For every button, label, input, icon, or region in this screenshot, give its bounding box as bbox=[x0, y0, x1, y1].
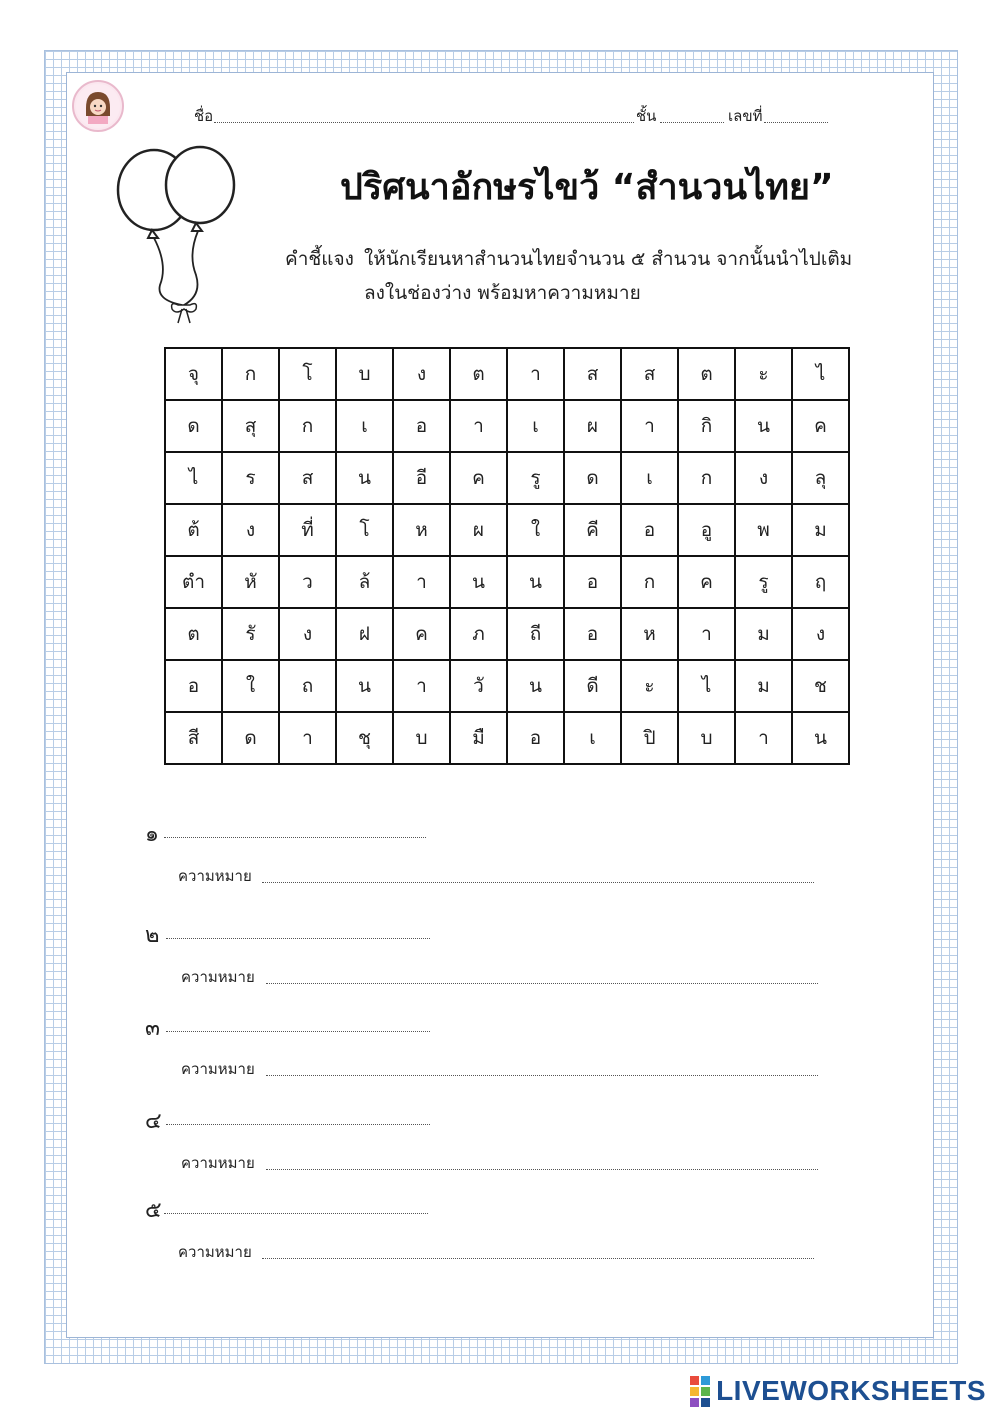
answer-number-3: ๓ bbox=[145, 1016, 161, 1041]
puzzle-cell[interactable]: ไ bbox=[792, 348, 849, 400]
puzzle-cell[interactable]: ปิ bbox=[621, 712, 678, 764]
puzzle-cell[interactable]: ฤ bbox=[792, 556, 849, 608]
puzzle-cell[interactable]: ด bbox=[165, 400, 222, 452]
puzzle-cell[interactable]: เ bbox=[621, 452, 678, 504]
puzzle-cell[interactable]: า bbox=[735, 712, 792, 764]
puzzle-cell[interactable]: อ bbox=[165, 660, 222, 712]
meaning-field-4[interactable] bbox=[266, 1168, 818, 1170]
puzzle-cell[interactable]: ค bbox=[792, 400, 849, 452]
puzzle-cell[interactable]: สี bbox=[165, 712, 222, 764]
puzzle-cell[interactable]: น bbox=[735, 400, 792, 452]
liveworksheets-wordmark: LIVEWORKSHEETS bbox=[716, 1375, 986, 1406]
puzzle-cell[interactable]: ชุ bbox=[336, 712, 393, 764]
student-number-field[interactable] bbox=[764, 121, 828, 123]
puzzle-cell[interactable]: ลุ bbox=[792, 452, 849, 504]
answer-field-1[interactable] bbox=[164, 836, 426, 838]
puzzle-cell[interactable]: น bbox=[336, 452, 393, 504]
puzzle-cell[interactable]: า bbox=[450, 400, 507, 452]
puzzle-cell[interactable]: ใ bbox=[222, 660, 279, 712]
meaning-field-1[interactable] bbox=[262, 881, 814, 883]
puzzle-cell[interactable]: า bbox=[678, 608, 735, 660]
puzzle-cell[interactable]: ดี bbox=[564, 660, 621, 712]
number-label: เลขที่ bbox=[728, 107, 763, 125]
puzzle-cell[interactable]: ใ bbox=[507, 504, 564, 556]
puzzle-cell[interactable]: ช bbox=[792, 660, 849, 712]
puzzle-cell[interactable]: ม bbox=[792, 504, 849, 556]
puzzle-cell[interactable]: รู bbox=[507, 452, 564, 504]
puzzle-cell[interactable]: ง bbox=[279, 608, 336, 660]
meaning-field-5[interactable] bbox=[262, 1257, 814, 1259]
answer-number-1: ๑ bbox=[145, 822, 159, 847]
puzzle-cell[interactable]: เ bbox=[507, 400, 564, 452]
liveworksheets-logo-icon bbox=[690, 1376, 710, 1407]
teacher-avatar-icon bbox=[72, 80, 124, 132]
puzzle-cell[interactable]: น bbox=[450, 556, 507, 608]
puzzle-cell[interactable]: พ bbox=[735, 504, 792, 556]
puzzle-cell[interactable]: ง bbox=[393, 348, 450, 400]
puzzle-cell[interactable]: ง bbox=[222, 504, 279, 556]
worksheet-title: ปริศนาอักษรไขว้ “สำนวนไทย” bbox=[340, 167, 834, 208]
puzzle-cell[interactable]: ม bbox=[735, 660, 792, 712]
puzzle-cell[interactable]: มื bbox=[450, 712, 507, 764]
puzzle-cell[interactable]: ง bbox=[792, 608, 849, 660]
meaning-label-2: ความหมาย bbox=[181, 968, 255, 986]
meaning-label-5: ความหมาย bbox=[178, 1243, 252, 1261]
puzzle-cell[interactable]: วั bbox=[450, 660, 507, 712]
puzzle-cell[interactable]: า bbox=[279, 712, 336, 764]
instructions-line-2: ลงในช่องว่าง พร้อมหาความหมาย bbox=[364, 282, 641, 304]
puzzle-cell[interactable]: เ bbox=[564, 712, 621, 764]
puzzle-cell[interactable]: ห bbox=[621, 608, 678, 660]
answer-field-3[interactable] bbox=[166, 1030, 430, 1032]
puzzle-row bbox=[165, 452, 849, 504]
puzzle-row bbox=[165, 348, 849, 400]
puzzle-cell[interactable]: ค bbox=[450, 452, 507, 504]
puzzle-cell[interactable]: ล้ bbox=[336, 556, 393, 608]
answer-number-5: ๕ bbox=[145, 1198, 162, 1223]
puzzle-cell[interactable]: ว bbox=[279, 556, 336, 608]
puzzle-cell[interactable]: บ bbox=[393, 712, 450, 764]
answer-field-4[interactable] bbox=[166, 1123, 430, 1125]
puzzle-row bbox=[165, 660, 849, 712]
puzzle-cell[interactable]: ภ bbox=[450, 608, 507, 660]
instructions-line-1: ให้นักเรียนหาสำนวนไทยจำนวน ๕ สำนวน จากนั้นนำไปเติม bbox=[364, 248, 853, 270]
puzzle-cell[interactable]: า bbox=[393, 556, 450, 608]
puzzle-cell[interactable]: อ bbox=[621, 504, 678, 556]
puzzle-row bbox=[165, 556, 849, 608]
class-label: ชั้น bbox=[636, 107, 657, 125]
instructions-label: คำชี้แจง bbox=[285, 248, 354, 270]
puzzle-cell[interactable]: ไ bbox=[165, 452, 222, 504]
puzzle-cell[interactable]: ก bbox=[621, 556, 678, 608]
puzzle-cell[interactable]: ก bbox=[678, 452, 735, 504]
puzzle-cell[interactable]: ส bbox=[621, 348, 678, 400]
meaning-field-3[interactable] bbox=[266, 1074, 818, 1076]
puzzle-cell[interactable]: ส bbox=[279, 452, 336, 504]
puzzle-cell[interactable]: น bbox=[792, 712, 849, 764]
puzzle-cell[interactable]: ด bbox=[564, 452, 621, 504]
puzzle-cell[interactable]: ต bbox=[450, 348, 507, 400]
liveworksheets-brand[interactable] bbox=[690, 1374, 986, 1408]
puzzle-cell[interactable]: บ bbox=[336, 348, 393, 400]
puzzle-cell[interactable]: อี bbox=[393, 452, 450, 504]
name-field[interactable] bbox=[214, 121, 634, 123]
puzzle-cell[interactable]: คี bbox=[564, 504, 621, 556]
puzzle-cell[interactable]: กิ bbox=[678, 400, 735, 452]
puzzle-cell[interactable]: ต้ bbox=[165, 504, 222, 556]
meaning-label-3: ความหมาย bbox=[181, 1060, 255, 1078]
puzzle-cell[interactable]: ผ bbox=[450, 504, 507, 556]
puzzle-cell[interactable]: รั bbox=[222, 608, 279, 660]
puzzle-cell[interactable]: ะ bbox=[621, 660, 678, 712]
puzzle-cell[interactable]: ฝ bbox=[336, 608, 393, 660]
puzzle-cell[interactable]: ที่ bbox=[279, 504, 336, 556]
puzzle-cell[interactable]: ค bbox=[678, 556, 735, 608]
word-search-grid bbox=[164, 347, 850, 765]
meaning-field-2[interactable] bbox=[266, 982, 818, 984]
class-field[interactable] bbox=[660, 121, 724, 123]
puzzle-cell[interactable]: ไ bbox=[678, 660, 735, 712]
puzzle-cell[interactable]: ต bbox=[165, 608, 222, 660]
puzzle-cell[interactable]: โ bbox=[279, 348, 336, 400]
puzzle-cell[interactable]: ผ bbox=[564, 400, 621, 452]
puzzle-cell[interactable]: ต bbox=[678, 348, 735, 400]
meaning-label-1: ความหมาย bbox=[178, 867, 252, 885]
answer-number-2: ๒ bbox=[145, 923, 160, 948]
puzzle-cell[interactable]: ก bbox=[279, 400, 336, 452]
puzzle-cell[interactable]: โ bbox=[336, 504, 393, 556]
puzzle-cell[interactable]: า bbox=[393, 660, 450, 712]
puzzle-cell[interactable]: หั bbox=[222, 556, 279, 608]
puzzle-cell[interactable]: ะ bbox=[735, 348, 792, 400]
puzzle-cell[interactable]: า bbox=[507, 348, 564, 400]
puzzle-cell[interactable]: อ bbox=[564, 556, 621, 608]
puzzle-cell[interactable]: บ bbox=[678, 712, 735, 764]
puzzle-cell[interactable]: น bbox=[336, 660, 393, 712]
puzzle-cell[interactable]: ตำ bbox=[165, 556, 222, 608]
puzzle-cell[interactable]: อ bbox=[564, 608, 621, 660]
meaning-label-4: ความหมาย bbox=[181, 1154, 255, 1172]
puzzle-cell[interactable]: อู bbox=[678, 504, 735, 556]
puzzle-cell[interactable]: ถ bbox=[279, 660, 336, 712]
answer-number-4: ๔ bbox=[145, 1109, 162, 1134]
puzzle-cell[interactable]: สุ bbox=[222, 400, 279, 452]
puzzle-cell[interactable]: ด bbox=[222, 712, 279, 764]
puzzle-row bbox=[165, 400, 849, 452]
puzzle-cell[interactable]: ห bbox=[393, 504, 450, 556]
puzzle-cell[interactable]: ม bbox=[735, 608, 792, 660]
puzzle-cell[interactable]: ถี bbox=[507, 608, 564, 660]
puzzle-cell[interactable]: จุ bbox=[165, 348, 222, 400]
answer-field-2[interactable] bbox=[166, 937, 430, 939]
puzzle-cell[interactable]: อ bbox=[393, 400, 450, 452]
puzzle-cell[interactable]: ส bbox=[564, 348, 621, 400]
puzzle-row bbox=[165, 504, 849, 556]
puzzle-cell[interactable]: เ bbox=[336, 400, 393, 452]
puzzle-row bbox=[165, 712, 849, 764]
puzzle-cell[interactable]: ก bbox=[222, 348, 279, 400]
name-label: ชื่อ bbox=[194, 107, 214, 125]
puzzle-cell[interactable]: น bbox=[507, 660, 564, 712]
puzzle-cell[interactable]: อ bbox=[507, 712, 564, 764]
puzzle-cell[interactable]: น bbox=[507, 556, 564, 608]
puzzle-cell[interactable]: ง bbox=[735, 452, 792, 504]
puzzle-cell[interactable]: ร bbox=[222, 452, 279, 504]
puzzle-cell[interactable]: รู bbox=[735, 556, 792, 608]
balloon-icon bbox=[108, 145, 248, 334]
puzzle-cell[interactable]: า bbox=[621, 400, 678, 452]
answer-field-5[interactable] bbox=[164, 1212, 428, 1214]
puzzle-row bbox=[165, 608, 849, 660]
puzzle-cell[interactable]: ค bbox=[393, 608, 450, 660]
